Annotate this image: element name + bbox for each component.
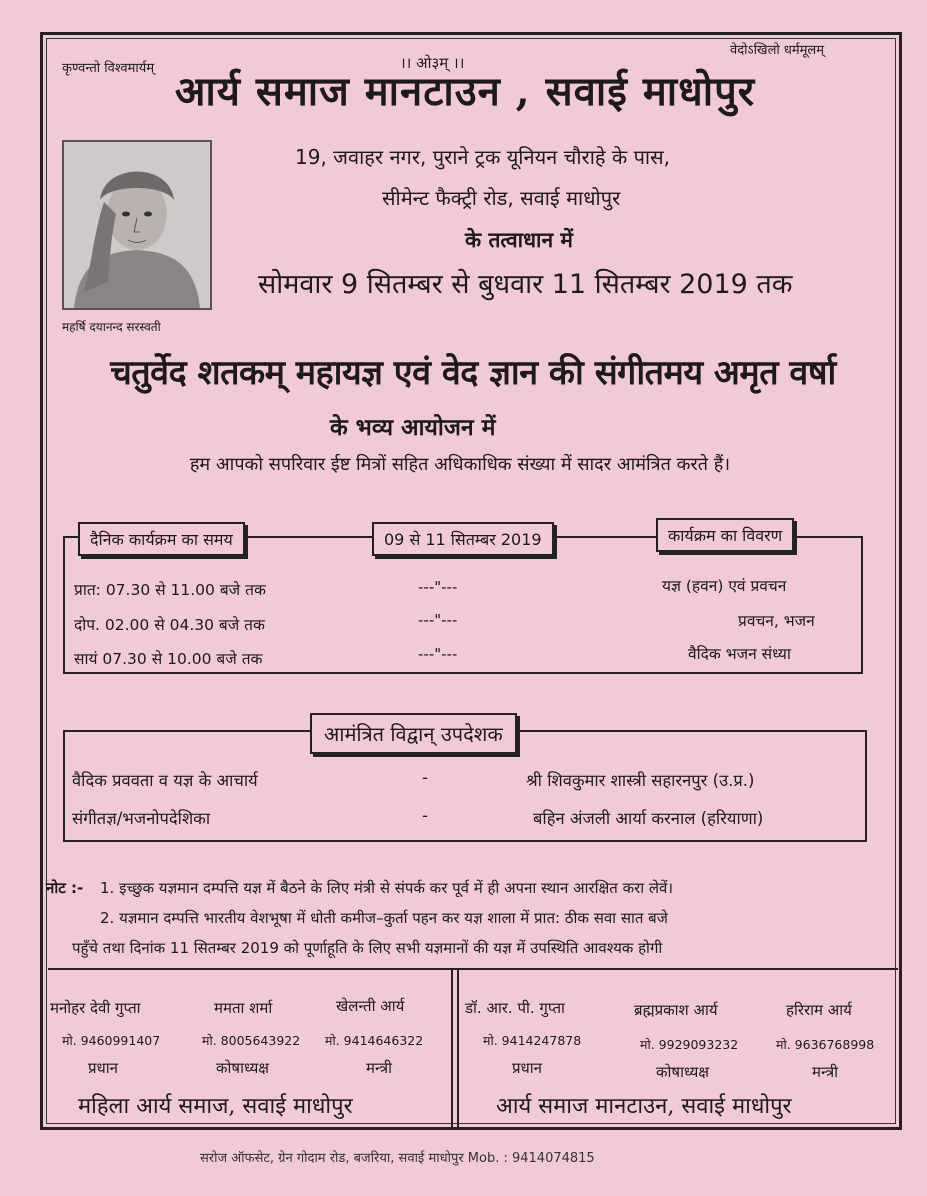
portrait-illustration bbox=[64, 142, 210, 308]
motto-left: कृण्वन्तो विश्वमार्यम् bbox=[62, 61, 155, 76]
printer-credit: सरोज ऑफसेट, ग्रेन गोदाम रोड, बजरिया, सवाई माधोपुर Mob. : 9414074815 bbox=[200, 1151, 595, 1166]
right-person-3-mobile: मो. 9636768998 bbox=[776, 1037, 875, 1052]
under-auspices: के तत्वाधान में bbox=[465, 228, 573, 252]
invitee-name-1: श्री शिवकुमार शास्त्री सहारनपुर (उ.प्र.) bbox=[526, 771, 755, 790]
right-person-1-role: प्रधान bbox=[512, 1059, 542, 1077]
left-person-3-role: मन्त्री bbox=[366, 1059, 393, 1077]
schedule-heading-detail: कार्यक्रम का विवरण bbox=[656, 518, 794, 552]
left-person-3-mobile: मो. 9414646322 bbox=[325, 1033, 424, 1048]
schedule-heading-time: दैनिक कार्यक्रम का समय bbox=[78, 522, 245, 556]
event-dates: सोमवार 9 सितम्बर से बुधवार 11 सितम्बर 2019 तक bbox=[258, 269, 793, 300]
right-person-1-mobile: मो. 9414247878 bbox=[483, 1033, 582, 1048]
right-person-3-name: हरिराम आर्य bbox=[786, 1001, 852, 1019]
motto-right: वेदोऽखिलो धर्ममूलम् bbox=[730, 43, 825, 58]
left-person-2-name: ममता शर्मा bbox=[214, 999, 273, 1017]
invitee-sep-2: - bbox=[422, 806, 428, 825]
right-person-2-mobile: मो. 9929093232 bbox=[640, 1037, 739, 1052]
right-organization: आर्य समाज मानटाउन, सवाई माधोपुर bbox=[496, 1094, 792, 1119]
left-person-2-mobile: मो. 8005643922 bbox=[202, 1033, 301, 1048]
left-person-2-role: कोषाध्यक्ष bbox=[216, 1059, 270, 1077]
event-title: चतुर्वेद शतकम् महायज्ञ एवं वेद ज्ञान की संगीतमय अमृत वर्षा bbox=[110, 353, 836, 393]
left-person-1-role: प्रधान bbox=[88, 1059, 118, 1077]
right-person-2-role: कोषाध्यक्ष bbox=[656, 1063, 710, 1081]
left-person-1-mobile: मो. 9460991407 bbox=[62, 1033, 161, 1048]
schedule-detail-2: प्रवचन, भजन bbox=[738, 612, 815, 630]
portrait-image bbox=[62, 140, 212, 310]
schedule-detail-3: वैदिक भजन संध्या bbox=[688, 645, 791, 663]
invitation-text: हम आपको सपरिवार ईष्ट मित्रों सहित अधिकाधिक संख्या में सादर आमंत्रित करते हैं। bbox=[189, 454, 731, 475]
notes-label: नोट :- bbox=[46, 879, 84, 897]
event-subtitle: के भव्य आयोजन में bbox=[330, 415, 496, 441]
right-person-1-name: डॉ. आर. पी. गुप्ता bbox=[465, 999, 565, 1017]
page-title: आर्य समाज मानटाउन , सवाई माधोपुर bbox=[174, 68, 756, 115]
left-person-3-name: खेलन्ती आर्य bbox=[336, 997, 405, 1015]
left-organization: महिला आर्य समाज, सवाई माधोपुर bbox=[78, 1094, 353, 1119]
address-line-1: 19, जवाहर नगर, पुराने ट्रक यूनियन चौराहे के पास, bbox=[295, 145, 670, 169]
column-divider bbox=[451, 970, 453, 1128]
note-line-1: 1. इच्छुक यज्ञमान दम्पत्ति यज्ञ में बैठने के लिए मंत्री से संपर्क कर पूर्व में ही अपना स्थान आरक्षित करा लेवें। bbox=[100, 879, 674, 897]
bottom-divider bbox=[48, 968, 898, 970]
left-person-1-name: मनोहर देवी गुप्ता bbox=[50, 999, 141, 1017]
schedule-time-1: प्रात: 07.30 से 11.00 बजे तक bbox=[74, 581, 266, 599]
invitee-name-2: बहिन अंजली आर्या करनाल (हरियाणा) bbox=[533, 809, 764, 828]
schedule-time-2: दोप. 02.00 से 04.30 बजे तक bbox=[74, 616, 265, 634]
schedule-ditto-1: ---"--- bbox=[418, 578, 458, 596]
invitee-role-1: वैदिक प्रववता व यज्ञ के आचार्य bbox=[72, 771, 258, 790]
note-line-2: 2. यज्ञमान दम्पत्ति भारतीय वेशभूषा में धोती कमीज–कुर्ता पहन कर यज्ञ शाला में प्रात: ठीक सवा सात बजे bbox=[100, 909, 668, 927]
address-line-2: सीमेन्ट फैक्ट्री रोड, सवाई माधोपुर bbox=[382, 186, 621, 210]
portrait-caption: महर्षि दयानन्द सरस्वती bbox=[62, 320, 161, 334]
schedule-ditto-2: ---"--- bbox=[418, 611, 458, 629]
right-person-2-name: ब्रह्मप्रकाश आर्य bbox=[634, 1001, 718, 1019]
invitees-heading: आमंत्रित विद्वान् उपदेशक bbox=[310, 713, 517, 754]
schedule-time-3: सायं 07.30 से 10.00 बजे तक bbox=[74, 650, 263, 668]
column-divider-2 bbox=[457, 970, 459, 1128]
note-line-3: पहुँचे तथा दिनांक 11 सितम्बर 2019 को पूर्णाहूति के लिए सभी यज्ञमानों की यज्ञ में उपस्थिति आवश्यक होगी bbox=[72, 939, 663, 957]
invitee-role-2: संगीतज्ञ/भजनोपदेशिका bbox=[72, 809, 211, 828]
om-heading: ।। ओ३म् ।। bbox=[400, 54, 465, 72]
schedule-detail-1: यज्ञ (हवन) एवं प्रवचन bbox=[662, 577, 787, 595]
schedule-ditto-3: ---"--- bbox=[418, 645, 458, 663]
invitee-sep-1: - bbox=[422, 768, 428, 787]
schedule-heading-date: 09 से 11 सितम्बर 2019 bbox=[372, 522, 554, 556]
right-person-3-role: मन्त्री bbox=[812, 1063, 839, 1081]
